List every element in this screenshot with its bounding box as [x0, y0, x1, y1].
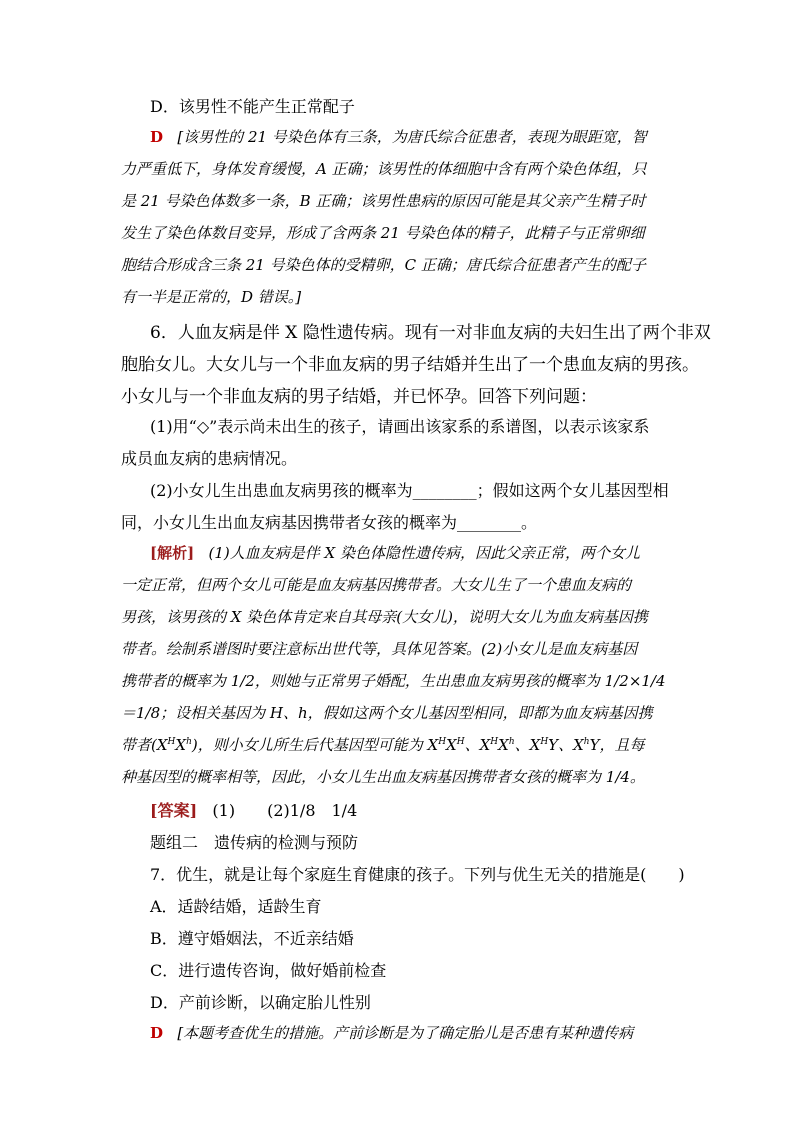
q6-analysis-line-2: 一定正常，但两个女儿可能是血友病基因携带者。大女儿生了一个患血友病的: [121, 576, 632, 594]
q6-sub1-line-1: (1)用“◇”表示尚未出生的孩子，请画出该家系的系谱图，以表示该家系: [150, 417, 650, 436]
q7-option-b: B．遵守婚姻法，不近亲结婚: [150, 929, 354, 948]
q5-answer-line-3: 是 21 号染色体数多一条，B 正确；该男性患病的原因可能是其父亲产生精子时: [121, 192, 646, 210]
q7-stem: 7．优生，就是让每个家庭生育健康的孩子。下列与优生无关的措施是( ): [150, 865, 685, 884]
q6-analysis-line-3: 男孩，该男孩的 X 染色体肯定来自其母亲(大女儿)，说明大女儿为血友病基因携: [121, 608, 648, 626]
q6-sub1-line-2: 成员血友病的患病情况。: [121, 449, 298, 468]
q6-stem-line-3: 小女儿与一个非血友病的男子结婚，并已怀孕。回答下列问题：: [121, 387, 597, 407]
q6-answer-text: (1) (2)1/8 1/4: [212, 801, 358, 820]
q6-answer-line: [150, 798, 357, 821]
q7-answer-text: [本题考查优生的措施。产前诊断是为了确定胎儿是否患有某种遗传病: [177, 1024, 634, 1042]
q5-answer-line-6: 有一半是正常的，D 错误。]: [121, 288, 302, 306]
q6-analysis-line-4: 带者。绘制系谱图时要注意标出世代等，具体见答案。(2)小女儿是血友病基因: [121, 640, 638, 658]
q6-analysis-line-8: 种基因型的概率相等，因此，小女儿生出血友病基因携带者女孩的概率为 1/4。: [121, 768, 645, 786]
q7-answer-line: [150, 1022, 633, 1043]
q6-sub2-line-2: 同，小女儿生出血友病基因携带者女孩的概率为________。: [121, 513, 538, 532]
q5-answer-line-4: 发生了染色体数目变异，形成了含两条 21 号染色体的精子，此精子与正常卵细: [121, 224, 645, 242]
q6-stem-line-2: 胞胎女儿。大女儿与一个非血友病的男子结婚并生出了一个患血友病的男孩。: [121, 355, 699, 375]
q5-answer-text-1: [该男性的 21 号染色体有三条，为唐氏综合征患者，表现为眼距宽，智: [177, 128, 647, 146]
q5-answer-line-2: 力严重低下，身体发育缓慢，A 正确；该男性的体细胞中含有两个染色体组，只: [121, 160, 647, 178]
q5-option-d: D．该男性不能产生正常配子: [150, 97, 355, 116]
q6-stem-line-1: 6．人血友病是伴 X 隐性遗传病。现有一对非血友病的夫妇生出了两个非双: [150, 323, 711, 343]
q7-option-a: A．适龄结婚，适龄生育: [150, 897, 322, 916]
q7-answer-letter: D: [150, 1024, 164, 1042]
q6-analysis-text-1: (1)人血友病是伴 X 染色体隐性遗传病，因此父亲正常，两个女儿: [208, 544, 640, 562]
q5-answer-line-1: [150, 126, 647, 147]
q6-analysis-line-7: 带者$(X^HX^h)$，则小女儿所生后代基因型可能为 $X^HX^H$、$X^HX^h$、$X^HY$、$X^hY$，且每: [121, 736, 645, 754]
q7-option-c: C．进行遗传咨询，做好婚前检查: [150, 961, 387, 980]
q6-analysis-line-5: 携带者的概率为 1/2，则她与正常男子婚配，生出患血友病男孩的概率为 1/2×1/4: [121, 672, 666, 690]
q5-answer-line-5: 胞结合形成含三条 21 号染色体的受精卵，C 正确；唐氏综合征患者产生的配子: [121, 256, 646, 274]
answer-tag: [答案]: [150, 801, 198, 820]
q6-analysis-line-6: ＝1/8；设相关基因为 H、h，假如这两个女儿基因型相同，即都为血友病基因携: [121, 704, 653, 722]
q7-option-d: D．产前诊断，以确定胎儿性别: [150, 993, 371, 1012]
q5-answer-letter: D: [150, 128, 164, 146]
q6-sub2-line-1: (2)小女儿生出患血友病男孩的概率为________；假如这两个女儿基因型相: [150, 481, 669, 500]
section-heading: 题组二 遗传病的检测与预防: [150, 833, 359, 852]
analysis-tag: [解析]: [150, 544, 195, 562]
q6-analysis-line-1: [150, 542, 640, 563]
